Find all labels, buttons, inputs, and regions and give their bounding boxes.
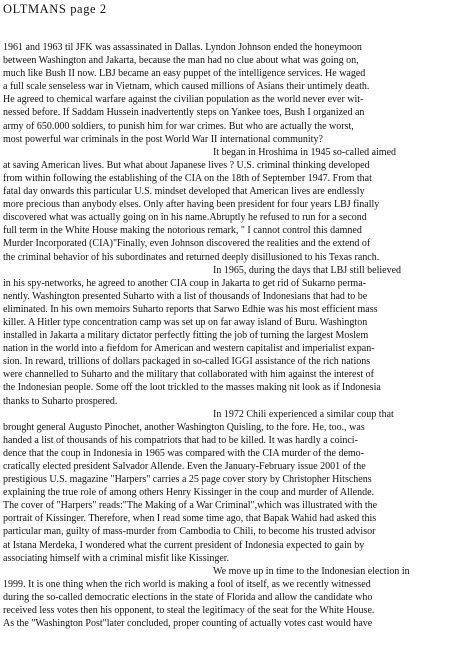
text-line: received less votes then his opponent, to steal the legitimacy of the seat for the White House. bbox=[3, 605, 375, 617]
text-line: explaining the true role of among others Henry Kissinger in the coup and murder of Allende. bbox=[3, 487, 375, 499]
text-line: In 1965, during the days that LBJ still believed bbox=[213, 264, 402, 276]
text-line: between Washington and Jakarta, because the man had no clue about what was going on, bbox=[3, 55, 359, 67]
text-line: from within following the establishing of the CIA on the 18th of September 1947. From that bbox=[3, 172, 372, 184]
text-line: As the "Washington Post"later concluded, proper counting of actually votes cast would have bbox=[3, 618, 373, 630]
text-line: 1999. It is one thing when the rich world is making a fool of itself, as we recently witnessed bbox=[3, 578, 371, 590]
text-line: during the so-called democratic elections in the state of Florida and allow the candidate who bbox=[3, 591, 373, 603]
text-line: a full scale senseless war in Vietnam, which caused millions of Asians their untimely death. bbox=[3, 81, 370, 93]
text-line: brought general Augusto Pinochet, another Washington Quisling, to the fore. He, too., was bbox=[3, 421, 365, 433]
text-line: fatal day onwards this particular U.S. mindset developed that American lives are endlessly bbox=[3, 186, 365, 198]
text-line: discovered what was actually going on in his name.Abruptly he refused to run for a second bbox=[3, 212, 367, 224]
text-line: more precious than anybody elses. Only after having been president for four years LBJ finally bbox=[3, 199, 380, 211]
text-line: killer. A Hitler type concentration camp was set up on far away island of Buru. Washington bbox=[3, 316, 368, 328]
text-line: In 1972 Chili experienced a similar coup that bbox=[213, 408, 394, 420]
text-line: The cover of "Harpers" reads:"The Making of a War Criminal",which was illustrated with the bbox=[3, 500, 378, 512]
text-line: It began in Hroshima in 1945 so-called aimed bbox=[213, 146, 397, 158]
text-line: nently. Washington presented Suharto with a list of thousands of Indonesians that had to be bbox=[3, 290, 368, 302]
text-line: Murder Incorporated (CIA)"Finally, even Johnson discovered the realities and the extend of bbox=[3, 238, 371, 250]
text-line: nessed before. If Saddam Hussein inadvertently steps on Yankee toes, Bush I organized an bbox=[3, 107, 365, 119]
text-line: nation in the world into a fiefdom for American and western capitalist and imperialist expan- bbox=[3, 343, 375, 355]
text-line: at saving American lives. But what about Japanese lives ? U.S. criminal thinking developed bbox=[3, 159, 370, 171]
text-line: the criminal behavior of his subordinates and returned deeply disillusioned to his Texas ranch. bbox=[3, 251, 380, 263]
text-line: in his spy-networks, he agreed to another CIA coup in Jakarta to get rid of Sukarno perma- bbox=[3, 277, 366, 289]
text-line: were channelled to Suharto and the military that collaborated with him against the interest of bbox=[3, 369, 374, 381]
text-line: particular man, guilty of mass-murder from Cambodia to Chili, to become his trusted advisor bbox=[3, 526, 376, 538]
text-line: installed in Jakarta a military dictator perfectly fitting the job of turning the largest Moslem bbox=[3, 330, 369, 342]
text-line: full term in the White House making the notorious remark, " I cannot control this damned bbox=[3, 225, 362, 237]
text-line: cratically elected president Salvador Allende. Even the January-February issue 2001 of the bbox=[3, 461, 366, 472]
text-line: associating himself with a criminal misfit like Kissinger. bbox=[3, 552, 230, 564]
text-line: most powerful war criminals in the post World War II international community? bbox=[3, 133, 323, 145]
document-body bbox=[3, 41, 449, 630]
text-line: eliminated. In his own memoirs Suharto reports that Sarwo Edhie was his most efficient mass bbox=[3, 303, 378, 315]
text-line: sion. In reward, trillions of dollars packaged in so-called IGGI assistance of the rich nations bbox=[3, 356, 371, 368]
text-line: handed a list of thousands of his compatriots that had to be killed. It was hardly a coinci- bbox=[3, 434, 358, 446]
text-line: the Indonesian people. Some off the loot trickled to the masses making nit look as if Indonesia bbox=[3, 382, 381, 394]
text-line: dence that the coup in Indonesia in 1965 was compared with the CIA murder of the demo- bbox=[3, 447, 365, 459]
text-line: army of 650.000 soldiers, to punish him for war crimes. But who are actually the worst, bbox=[3, 120, 354, 132]
text-line: at Istana Merdeka, I wondered what the current president of Indonesia expected to gain by bbox=[3, 539, 365, 551]
text-line: We move up in time to the Indonesian election in bbox=[213, 565, 410, 577]
text-line: prestigious U.S. magazine "Harpers" carries a 25 page cover story by Christopher Hitschens bbox=[3, 474, 372, 486]
text-line: 1961 and 1963 til JFK was assassinated in Dallas. Lyndon Johnson ended the honeymoon bbox=[3, 42, 362, 53]
text-line: thanks to Suharto prospered. bbox=[3, 395, 118, 407]
page-header: OLTMANS page 2 bbox=[3, 2, 107, 16]
text-line: portrait of Kissinger. Therefore, when I read some time ago, that Bapak Wahid had asked this bbox=[3, 513, 377, 525]
text-line: much like Bush II now. LBJ became an easy puppet of the intelligence services. He waged bbox=[3, 68, 366, 80]
text-line: He agreed to chemical warfare against the civilian population as the world never ever wit- bbox=[3, 94, 364, 106]
